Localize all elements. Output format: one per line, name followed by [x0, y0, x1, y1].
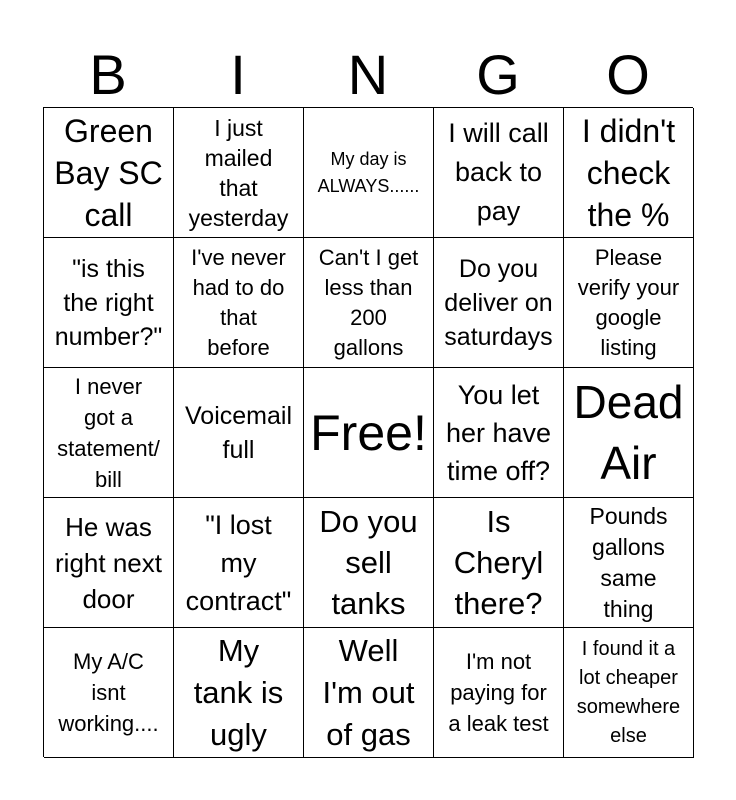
cell-text: Can't I get less than 200 gallons — [318, 244, 419, 360]
bingo-cell[interactable] — [564, 628, 694, 758]
bingo-cell[interactable] — [304, 628, 434, 758]
cell-text: I just mailed that yesterday — [188, 114, 289, 231]
bingo-cell[interactable] — [434, 368, 564, 498]
cell-text: My tank is ugly — [193, 632, 284, 752]
header-letter-n: N — [347, 43, 389, 106]
cell-text: "I lost my contract" — [185, 509, 292, 616]
cell-text: Do you deliver on saturdays — [444, 254, 553, 351]
bingo-cell[interactable] — [564, 108, 694, 238]
bingo-cell[interactable] — [304, 498, 434, 628]
cell-text: My day is ALWAYS...... — [317, 148, 420, 196]
header-letter-o: O — [606, 43, 650, 106]
bingo-cell[interactable] — [44, 498, 174, 628]
bingo-cell[interactable] — [434, 238, 564, 368]
cell-text: Pounds gallons same thing — [589, 502, 668, 622]
cell-text: He was right next door — [55, 511, 162, 614]
bingo-board — [43, 107, 693, 757]
bingo-cell[interactable] — [564, 368, 694, 498]
bingo-cell[interactable] — [44, 108, 174, 238]
cell-text: You let her have time off? — [445, 379, 552, 486]
cell-text: Do you sell tanks — [319, 504, 418, 621]
header-letter-b: B — [89, 43, 127, 106]
bingo-cell[interactable] — [434, 498, 564, 628]
cell-text: I've never had to do that before — [191, 244, 286, 360]
bingo-cell[interactable] — [44, 238, 174, 368]
cell-text: Please verify your google listing — [577, 244, 680, 360]
bingo-cell[interactable] — [44, 628, 174, 758]
header-letter-g: G — [476, 43, 520, 106]
cell-text: Is Cheryl there? — [453, 504, 544, 621]
cell-text: Voicemail full — [185, 401, 292, 464]
bingo-header — [43, 42, 693, 108]
bingo-cell[interactable] — [564, 238, 694, 368]
cell-text: I found it a lot cheaper somewhere else — [576, 637, 681, 747]
bingo-cell[interactable] — [434, 108, 564, 238]
bingo-cell[interactable] — [434, 628, 564, 758]
cell-text: I will call back to pay — [448, 118, 549, 226]
cell-text: I'm not paying for a leak test — [448, 649, 549, 736]
cell-text: Dead Air — [573, 375, 684, 489]
cell-text: Well I'm out of gas — [322, 632, 415, 752]
header-letter-i: I — [230, 43, 246, 106]
bingo-cell[interactable] — [174, 368, 304, 498]
cell-text: I never got a statement/ bill — [57, 373, 160, 492]
cell-text: "is this the right number?" — [54, 254, 163, 351]
bingo-cell[interactable] — [174, 238, 304, 368]
bingo-cell[interactable] — [174, 628, 304, 758]
cell-text: My A/C isnt working.... — [58, 649, 159, 736]
free-space[interactable] — [304, 368, 434, 498]
bingo-cell[interactable] — [564, 498, 694, 628]
cell-text: I didn't check the % — [581, 112, 676, 233]
bingo-cell[interactable] — [174, 498, 304, 628]
cell-text: Free! — [310, 404, 427, 461]
bingo-cell[interactable] — [174, 108, 304, 238]
cell-text: Green Bay SC call — [54, 112, 163, 233]
bingo-cell[interactable] — [44, 368, 174, 498]
bingo-cell[interactable] — [304, 108, 434, 238]
bingo-cell[interactable] — [304, 238, 434, 368]
